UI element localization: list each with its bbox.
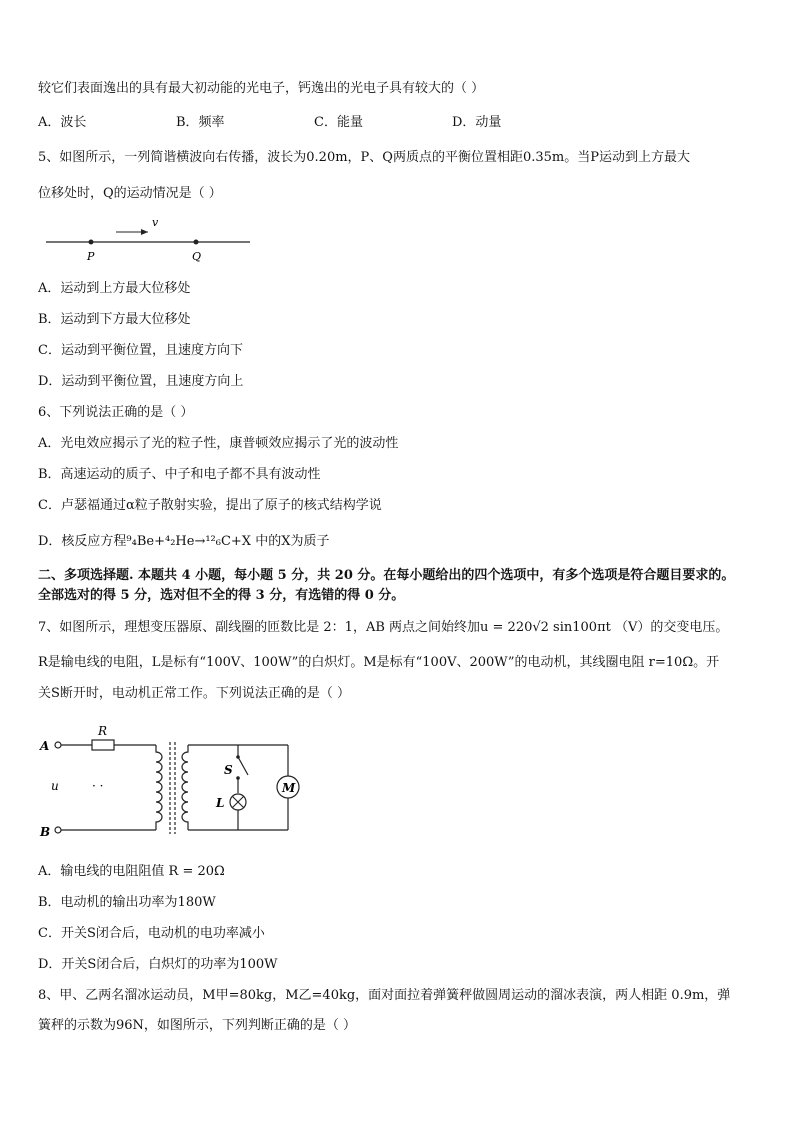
q7-option-d: D．开关S闭合后，白炽灯的功率为100W xyxy=(38,957,278,972)
q7-fig-a-label: A xyxy=(40,739,50,753)
q6-option-d: D．核反应方程⁹₄Be+⁴₂He→¹²₆C+X 中的X为质子 xyxy=(38,534,330,549)
q7-stem-line2: R是输电线的电阻，L是标有“100V、100W”的白炽灯。M是标有“100V、200W”的电动机，其线圈电阻 r=10Ω。开 xyxy=(38,655,720,670)
q5-wave-figure xyxy=(44,214,254,264)
secondary-coil-symbol xyxy=(182,745,188,830)
resistor-r-symbol xyxy=(92,740,114,750)
q5-option-c: C．运动到平衡位置，且速度方向下 xyxy=(38,343,243,358)
q5-stem-line2: 位移处时，Q的运动情况是（ ） xyxy=(38,186,222,201)
q8-stem-line2: 簧秤的示数为96N，如图所示，下列判断正确的是（ ） xyxy=(38,1018,357,1033)
q7-circuit-figure xyxy=(36,720,306,844)
q5-option-b: B．运动到下方最大位移处 xyxy=(38,312,191,327)
q5-fig-q-label: Q xyxy=(192,250,202,263)
q7-option-a: A．输电线的电阻阻值 R = 20Ω xyxy=(38,864,225,879)
q7-fig-s-label: S xyxy=(224,763,233,777)
q4-option-c: C．能量 xyxy=(314,115,363,130)
q4-option-a: A．波长 xyxy=(38,115,87,130)
q6-option-a: A．光电效应揭示了光的粒子性，康普顿效应揭示了光的波动性 xyxy=(38,436,399,451)
q7-stem-line1: 7、如图所示，理想变压器原、副线圈的匝数比是 2：1，AB 两点之间始终加u = 220√2 sin100πt （V）的交变电压。 xyxy=(38,620,729,635)
q7-fig-u-label: u xyxy=(51,779,59,793)
q5-fig-v-label: v xyxy=(152,216,159,229)
q4-option-b: B．频率 xyxy=(176,115,225,130)
q7-fig-b-label: B xyxy=(40,825,51,839)
section2-heading-line1: 二、多项选择题. 本题共 4 小题，每小题 5 分，共 20 分。在每小题给出的四个选项中，有多个选项是符合题目要求的。 xyxy=(38,568,735,583)
q4-option-d: D．动量 xyxy=(452,115,502,130)
q7-option-b: B．电动机的输出功率为180W xyxy=(38,895,216,910)
q8-stem-line1: 8、甲、乙两名溜冰运动员，M甲=80kg，M乙=40kg，面对面拉着弹簧秤做圆周运动的溜冰表演，两人相距 0.9m，弹 xyxy=(38,988,731,1003)
q5-fig-p-label: P xyxy=(87,250,95,263)
q6-option-b: B．高速运动的质子、中子和电子都不具有波动性 xyxy=(38,467,321,482)
section2-heading-line2: 全部选对的得 5 分，选对但不全的得 3 分，有选错的得 0 分。 xyxy=(38,588,405,603)
q7-fig-r-label: R xyxy=(98,724,108,738)
q5-option-d: D．运动到平衡位置，且速度方向上 xyxy=(38,374,244,389)
primary-coil-symbol xyxy=(156,745,162,830)
q5-option-a: A．运动到上方最大位移处 xyxy=(38,281,191,296)
q7-fig-m-label: M xyxy=(282,781,296,795)
q5-stem-line1: 5、如图所示，一列简谐横波向右传播，波长为0.20m，P、Q两质点的平衡位置相距0.35m。当P运动到上方最大 xyxy=(38,150,690,165)
q7-fig-l-label: L xyxy=(216,796,225,810)
svg-text:· ·: · · xyxy=(92,779,104,793)
q7-stem-line3: 关S断开时，电动机正常工作。下列说法正确的是（ ） xyxy=(38,686,351,701)
q7-option-c: C．开关S闭合后，电动机的电功率减小 xyxy=(38,926,265,941)
switch-s-symbol xyxy=(238,757,248,775)
q4-stem-tail: 较它们表面逸出的具有最大初动能的光电子，钙逸出的光电子具有较大的（ ） xyxy=(38,81,485,96)
q6-option-c: C．卢瑟福通过α粒子散射实验，提出了原子的核式结构学说 xyxy=(38,498,382,513)
q6-stem: 6、下列说法正确的是（ ） xyxy=(38,405,194,420)
